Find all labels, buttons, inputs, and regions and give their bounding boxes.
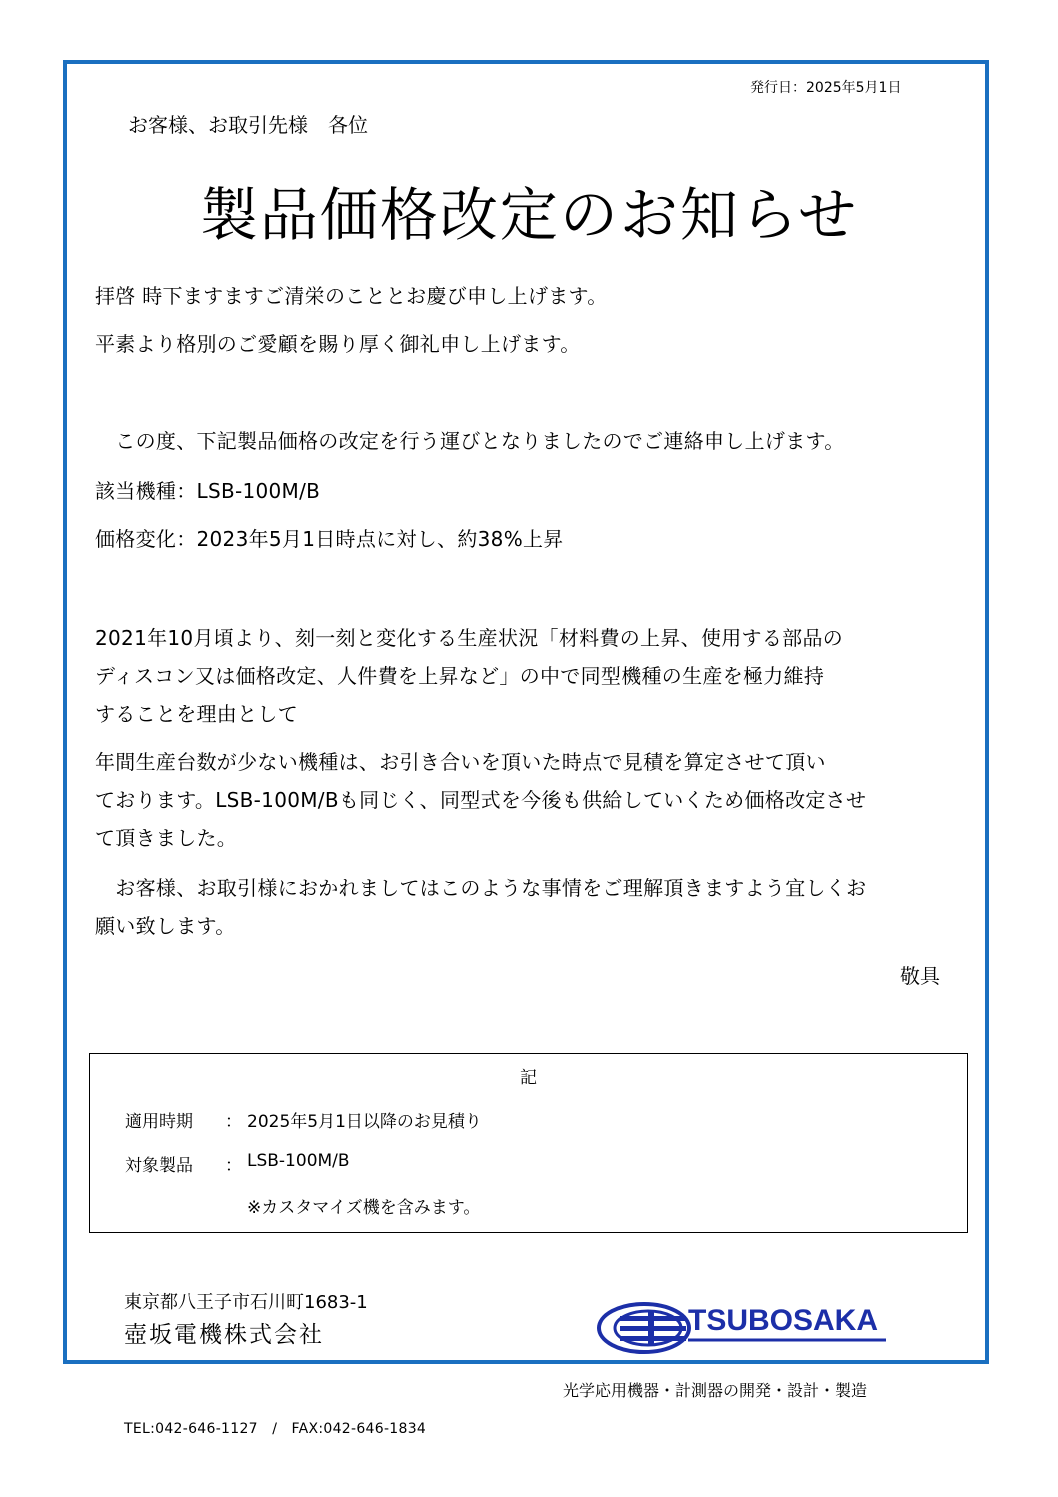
contact-tel-fax: TEL:042-646-1127 / FAX:042-646-1834 — [124, 1421, 427, 1437]
body-line-reason-2: ディスコン又は価格改定、人件費を上昇など」の中で同型機種の生産を極力維持 — [95, 664, 825, 688]
notice-label-product: 対象製品 — [125, 1156, 193, 1176]
body-line-thanks: 平素より格別のご愛顧を賜り厚く御礼申し上げます。 — [95, 332, 581, 356]
logo-bar-vertical — [648, 1310, 654, 1346]
notice-value-product: LSB-100M/B — [247, 1151, 350, 1171]
notice-label-period: 適用時期 — [125, 1112, 193, 1132]
document-title: 製品価格改定のお知らせ — [199, 181, 859, 249]
body-line-price-change: 価格変化：2023年5月1日時点に対し、約38%上昇 — [95, 527, 564, 551]
notice-heading: 記 — [520, 1068, 537, 1088]
notice-colon-product: ： — [225, 1156, 242, 1176]
salutation: お客様、お取引先様 各位 — [128, 113, 368, 137]
body-line-reason-1: 2021年10月頃より、刻一刻と変化する生産状況「材料費の上昇、使用する部品の — [95, 626, 844, 650]
notice-value-period: 2025年5月1日以降のお見積り — [247, 1112, 482, 1132]
notice-note: ※カスタマイズ機を含みます。 — [247, 1198, 481, 1218]
company-address: 東京都八王子市石川町1683-1 — [124, 1292, 368, 1313]
body-line-model: 該当機種：LSB-100M/B — [95, 479, 321, 503]
tsubosaka-logo — [594, 1296, 894, 1356]
company-tagline: 光学応用機器・計測器の開発・設計・製造 — [563, 1381, 868, 1400]
body-line-explain-2: ております。LSB-100M/Bも同じく、同型式を今後も供給していくため価格改定させ — [95, 788, 867, 812]
body-line-request-1: お客様、お取引様におかれましてはこのような事情をご理解頂きますよう宜しくお — [95, 876, 867, 900]
body-line-reason-3: することを理由として — [95, 702, 298, 726]
logo-text: TSUBOSAKA — [688, 1304, 879, 1337]
issue-date: 発行日：2025年5月1日 — [750, 80, 902, 96]
closing-keigu: 敬具 — [900, 964, 940, 988]
notice-colon-period: ： — [225, 1112, 242, 1132]
company-name: 壺坂電機株式会社 — [124, 1322, 324, 1348]
body-line-request-2: 願い致します。 — [95, 914, 236, 938]
body-line-explain-3: て頂きました。 — [95, 826, 238, 850]
body-line-announcement: この度、下記製品価格の改定を行う運びとなりましたのでご連絡申し上げます。 — [95, 429, 845, 453]
body-line-greeting: 拝啓 時下ますますご清栄のこととお慶び申し上げます。 — [95, 284, 608, 308]
body-line-explain-1: 年間生産台数が少ない機種は、お引き合いを頂いた時点で見積を算定させて頂い — [95, 750, 826, 774]
